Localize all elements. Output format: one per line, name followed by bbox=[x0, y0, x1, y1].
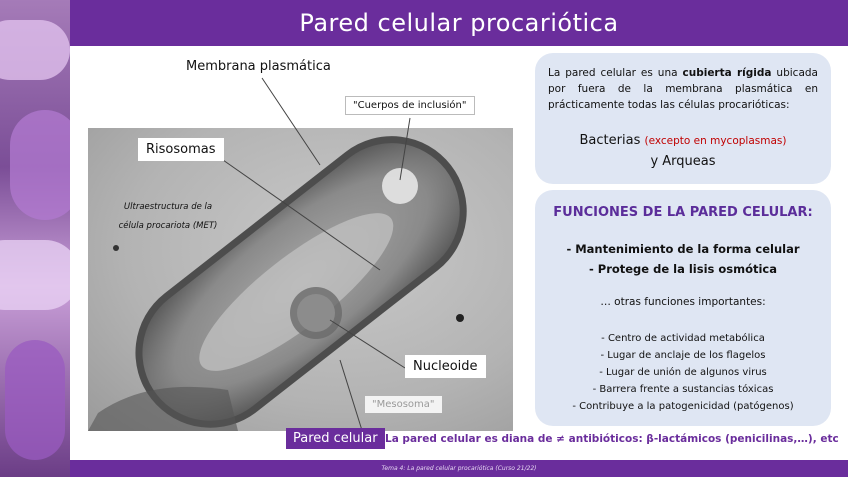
main-functions bbox=[535, 239, 831, 279]
label-nucleoide: Nucleoide bbox=[405, 355, 486, 378]
arqueas-label: y Arqueas bbox=[650, 154, 716, 169]
label-mesosoma: "Mesosoma" bbox=[365, 396, 442, 413]
label-cuerpos-inclusion: "Cuerpos de inclusión" bbox=[345, 96, 475, 115]
footer: Tema 4: La pared celular procariótica (Curso 21/22) bbox=[70, 460, 848, 477]
others-intro: … otras funciones importantes: bbox=[600, 296, 766, 308]
definition-text bbox=[548, 65, 818, 113]
other-function-item: - Barrera frente a sustancias tóxicas bbox=[592, 384, 774, 395]
functions-heading: FUNCIONES DE LA PARED CELULAR: bbox=[553, 205, 813, 220]
bacterias-label: Bacterias bbox=[579, 133, 641, 148]
definition-intro: La pared celular es una bbox=[548, 67, 683, 79]
excepto-label: (excepto en mycoplasmas) bbox=[644, 135, 787, 147]
functions-panel bbox=[535, 190, 831, 426]
caption-line-1: Ultraestructura de la bbox=[123, 202, 213, 212]
label-risosomas: Risosomas bbox=[138, 138, 224, 161]
antibiotics-note: La pared celular es diana de ≠ antibióticos: β-lactámicos (penicilinas,…), etc bbox=[385, 433, 839, 445]
definition-panel bbox=[535, 53, 831, 184]
figure-caption bbox=[108, 198, 228, 236]
caption-line-2: célula procariota (MET) bbox=[118, 221, 218, 231]
main-function-item: - Protege de la lisis osmótica bbox=[588, 262, 777, 276]
label-membrana-plasmatica: Membrana plasmática bbox=[180, 57, 337, 76]
other-function-item: - Contribuye a la patogenicidad (patógenos) bbox=[572, 401, 794, 412]
definition-bold: cubierta rígida bbox=[682, 67, 772, 79]
other-functions bbox=[535, 330, 831, 415]
other-function-item: - Lugar de anclaje de los flagelos bbox=[600, 350, 766, 361]
label-pared-celular: Pared celular bbox=[286, 428, 385, 449]
definition-rest: ubicada por fuera de la membrana plasmática en prácticamente todas las células procarióticas: bbox=[548, 67, 818, 111]
bacterias-line bbox=[535, 133, 831, 148]
other-function-item: - Centro de actividad metabólica bbox=[601, 333, 765, 344]
main-function-item: - Mantenimiento de la forma celular bbox=[566, 242, 800, 256]
other-function-item: - Lugar de unión de algunos virus bbox=[599, 367, 767, 378]
page-title: Pared celular procariótica bbox=[70, 0, 848, 46]
